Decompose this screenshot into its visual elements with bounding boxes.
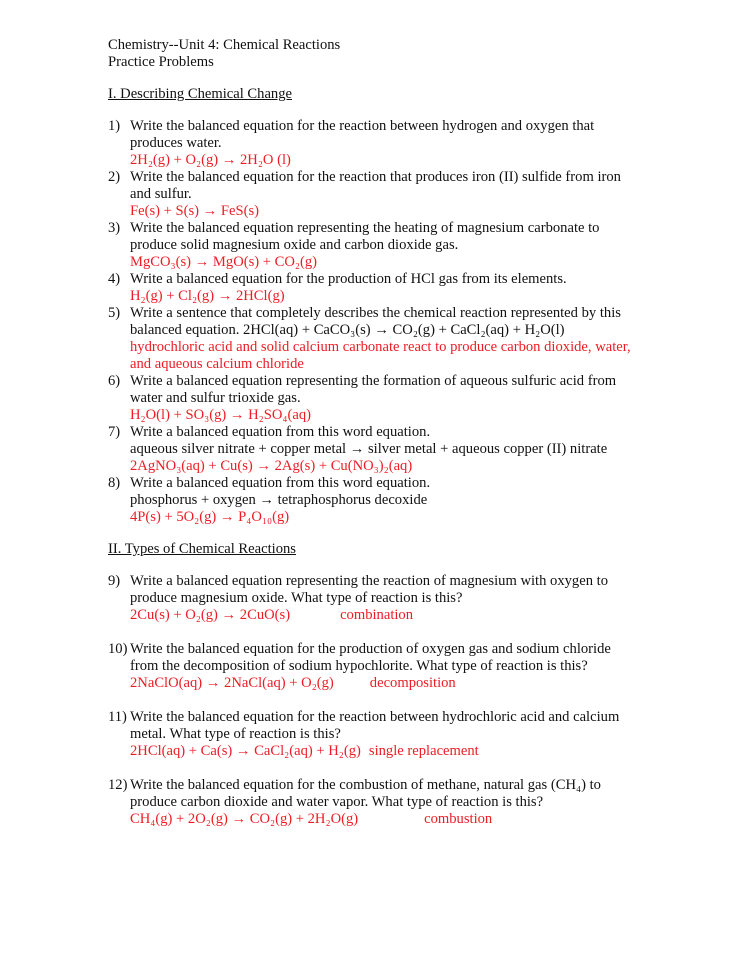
spacer: [108, 692, 668, 709]
question-text: Write the balanced equation for the combustion of methane, natural gas (CH₄) to: [130, 777, 601, 793]
question-item: [108, 169, 668, 220]
section-2-list: [108, 573, 668, 828]
answer-text: 4P(s) + 5O₂(g) → P₄O₁₀(g): [130, 509, 290, 525]
question-item: [108, 709, 668, 760]
reaction-type: combination: [340, 607, 414, 623]
spacer: [108, 624, 668, 641]
question-text: balanced equation. 2HCl(aq) + CaCO₃(s) → CO₂(g) + CaCl₂(aq) + H₂O(l): [130, 322, 565, 338]
question-text: Write a sentence that completely describes the chemical reaction represented by this: [130, 305, 621, 321]
answer-text: 2H₂(g) + O₂(g) → 2H₂O (l): [130, 152, 291, 168]
question-item: [108, 573, 668, 624]
answer-line: [130, 675, 668, 692]
question-text: water and sulfur trioxide gas.: [130, 390, 301, 406]
question-text: phosphorus + oxygen → tetraphosphorus decoxide: [130, 492, 428, 508]
answer-text: hydrochloric acid and solid calcium carbonate react to produce carbon dioxide, water,: [130, 339, 631, 355]
answer-text: H₂O(l) + SO₃(g) → H₂SO₄(aq): [130, 407, 311, 423]
question-text: from the decomposition of sodium hypochlorite. What type of reaction is this?: [130, 658, 588, 674]
section-heading-2: II. Types of Chemical Reactions: [108, 541, 296, 557]
answer-text: 2AgNO₃(aq) + Cu(s) → 2Ag(s) + Cu(NO₃)₂(aq): [130, 458, 413, 474]
reaction-type: single replacement: [368, 743, 479, 759]
question-text: Write a balanced equation from this word equation.: [130, 424, 431, 440]
question-item: [108, 424, 668, 475]
question-text: produce carbon dioxide and water vapor. What type of reaction is this?: [130, 794, 544, 810]
question-text: Write the balanced equation for the production of oxygen gas and sodium chloride: [130, 641, 611, 657]
question-text: aqueous silver nitrate + copper metal → silver metal + aqueous copper (II) nitrate: [130, 441, 608, 457]
question-number: 1): [108, 118, 121, 134]
answer-line: [130, 811, 668, 828]
question-text: metal. What type of reaction is this?: [130, 726, 341, 742]
answer-text: H₂(g) + Cl₂(g) → 2HCl(g): [130, 288, 285, 304]
document-subtitle: Practice Problems: [108, 54, 214, 70]
question-text: Write the balanced equation for the reaction that produces iron (II) sulfide from iron: [130, 169, 621, 185]
section-1-list: [108, 118, 668, 526]
question-item: [108, 777, 668, 828]
question-number: 7): [108, 424, 121, 440]
question-number: 2): [108, 169, 121, 185]
question-item: [108, 271, 668, 305]
question-text: Write the balanced equation representing the heating of magnesium carbonate to: [130, 220, 600, 236]
answer-equation: 2Cu(s) + O₂(g) → 2CuO(s): [130, 607, 291, 623]
question-text: Write a balanced equation representing the reaction of magnesium with oxygen to: [130, 573, 609, 589]
question-text: Write a balanced equation representing the formation of aqueous sulfuric acid from: [130, 373, 617, 389]
question-number: 4): [108, 271, 121, 287]
question-number: 6): [108, 373, 121, 389]
question-number: 11): [108, 709, 127, 725]
answer-equation: 2HCl(aq) + Ca(s) → CaCl₂(aq) + H₂(g): [130, 743, 361, 759]
section-heading-1: I. Describing Chemical Change: [108, 86, 292, 102]
answer-equation: 2NaClO(aq) → 2NaCl(aq) + O₂(g): [130, 675, 334, 691]
question-text: produce magnesium oxide. What type of reaction is this?: [130, 590, 463, 606]
answer-line: [130, 607, 668, 624]
answer-text: MgCO₃(s) → MgO(s) + CO₂(g): [130, 254, 318, 270]
question-number: 12): [108, 777, 128, 793]
question-item: [108, 220, 668, 271]
reaction-type: decomposition: [369, 675, 456, 691]
question-item: [108, 305, 668, 373]
question-text: Write the balanced equation for the reaction between hydrogen and oxygen that: [130, 118, 595, 134]
spacer: [108, 760, 668, 777]
question-text: and sulfur.: [130, 186, 192, 202]
question-item: [108, 373, 668, 424]
reaction-type: combustion: [424, 811, 493, 827]
question-number: 3): [108, 220, 121, 236]
question-text: produces water.: [130, 135, 222, 151]
question-text: produce solid magnesium oxide and carbon dioxide gas.: [130, 237, 459, 253]
question-number: 8): [108, 475, 121, 491]
document-title: Chemistry--Unit 4: Chemical Reactions: [108, 37, 341, 53]
question-item: [108, 475, 668, 526]
question-text: Write a balanced equation from this word equation.: [130, 475, 431, 491]
answer-line: [130, 743, 668, 760]
question-number: 5): [108, 305, 121, 321]
question-item: [108, 641, 668, 692]
question-text: Write the balanced equation for the reaction between hydrochloric acid and calcium: [130, 709, 620, 725]
worksheet-page: [108, 37, 668, 828]
question-text: Write a balanced equation for the production of HCl gas from its elements.: [130, 271, 567, 287]
answer-text: Fe(s) + S(s) → FeS(s): [130, 203, 260, 219]
question-number: 9): [108, 573, 121, 589]
question-item: [108, 118, 668, 169]
question-number: 10): [108, 641, 128, 657]
answer-text: and aqueous calcium chloride: [130, 356, 304, 372]
answer-equation: CH₄(g) + 2O₂(g) → CO₂(g) + 2H₂O(g): [130, 811, 359, 827]
